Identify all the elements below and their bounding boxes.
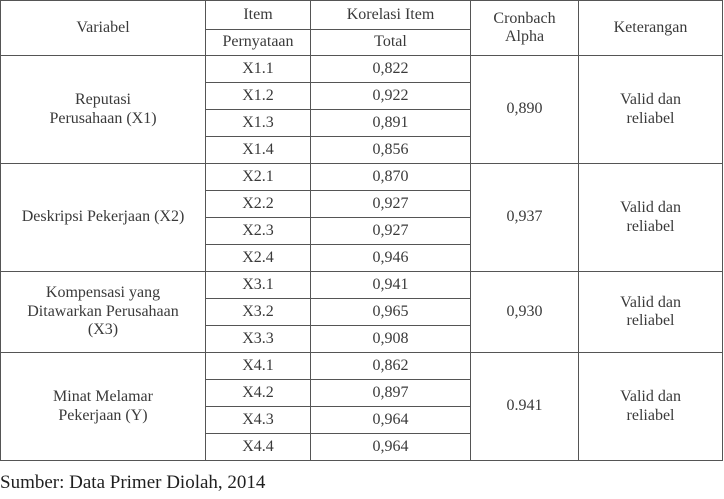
table-row [1,164,723,191]
item-cell: X1.1 [206,56,311,83]
item-cell: X2.3 [206,218,311,245]
korelasi-cell: 0,822 [311,56,471,83]
korelasi-cell: 0,941 [311,272,471,299]
item-cell: X4.3 [206,407,311,434]
keterangan-label: Valid dan reliabel [620,199,681,235]
item-cell: X1.2 [206,83,311,110]
cronbach-alpha-cell: 0.941 [471,353,579,461]
header-korelasi-bottom: Total [311,30,471,56]
item-cell: X3.2 [206,299,311,326]
korelasi-cell: 0,897 [311,380,471,407]
item-cell: X3.1 [206,272,311,299]
variabel-label: Reputasi Perusahaan (X1) [49,91,157,127]
header-item-top: Item [206,1,311,30]
source-note: Sumber: Data Primer Diolah, 2014 [0,472,266,493]
keterangan-label: Valid dan reliabel [620,91,681,127]
korelasi-cell: 0,964 [311,434,471,461]
cronbach-alpha-cell: 0,890 [471,56,579,164]
variabel-label: Minat Melamar Pekerjaan (Y) [53,388,153,424]
header-cronbach-alpha: Cronbach Alpha [471,1,579,56]
variabel-cell [1,272,206,353]
header-korelasi-top: Korelasi Item [311,1,471,30]
korelasi-cell: 0,856 [311,137,471,164]
item-cell: X2.4 [206,245,311,272]
korelasi-cell: 0,922 [311,83,471,110]
korelasi-cell: 0,862 [311,353,471,380]
keterangan-cell [579,353,723,461]
header-item-bottom: Pernyataan [206,30,311,56]
variabel-cell [1,56,206,164]
keterangan-cell [579,164,723,272]
variabel-label: Deskripsi Pekerjaan (X2) [21,208,185,226]
keterangan-label: Valid dan reliabel [620,388,681,424]
table-row [1,56,723,83]
cronbach-alpha-cell: 0,937 [471,164,579,272]
item-cell: X2.2 [206,191,311,218]
korelasi-cell: 0,946 [311,245,471,272]
korelasi-cell: 0,891 [311,110,471,137]
keterangan-label: Valid dan reliabel [620,293,681,329]
item-cell: X4.1 [206,353,311,380]
keterangan-cell [579,272,723,353]
korelasi-cell: 0,870 [311,164,471,191]
header-variabel: Variabel [1,1,206,56]
variabel-label: Kompensasi yang Ditawarkan Perusahaan (X3) [27,284,179,339]
keterangan-cell [579,56,723,164]
korelasi-cell: 0,964 [311,407,471,434]
korelasi-cell: 0,908 [311,326,471,353]
korelasi-cell: 0,927 [311,191,471,218]
header-keterangan: Keterangan [579,1,723,56]
item-cell: X4.2 [206,380,311,407]
item-cell: X1.3 [206,110,311,137]
item-cell: X2.1 [206,164,311,191]
item-cell: X4.4 [206,434,311,461]
variabel-cell [1,164,206,272]
item-cell: X3.3 [206,326,311,353]
table-row [1,272,723,299]
korelasi-cell: 0,965 [311,299,471,326]
variabel-cell [1,353,206,461]
item-cell: X1.4 [206,137,311,164]
korelasi-cell: 0,927 [311,218,471,245]
table-row [1,353,723,380]
header-row [1,1,723,30]
cronbach-alpha-cell: 0,930 [471,272,579,353]
